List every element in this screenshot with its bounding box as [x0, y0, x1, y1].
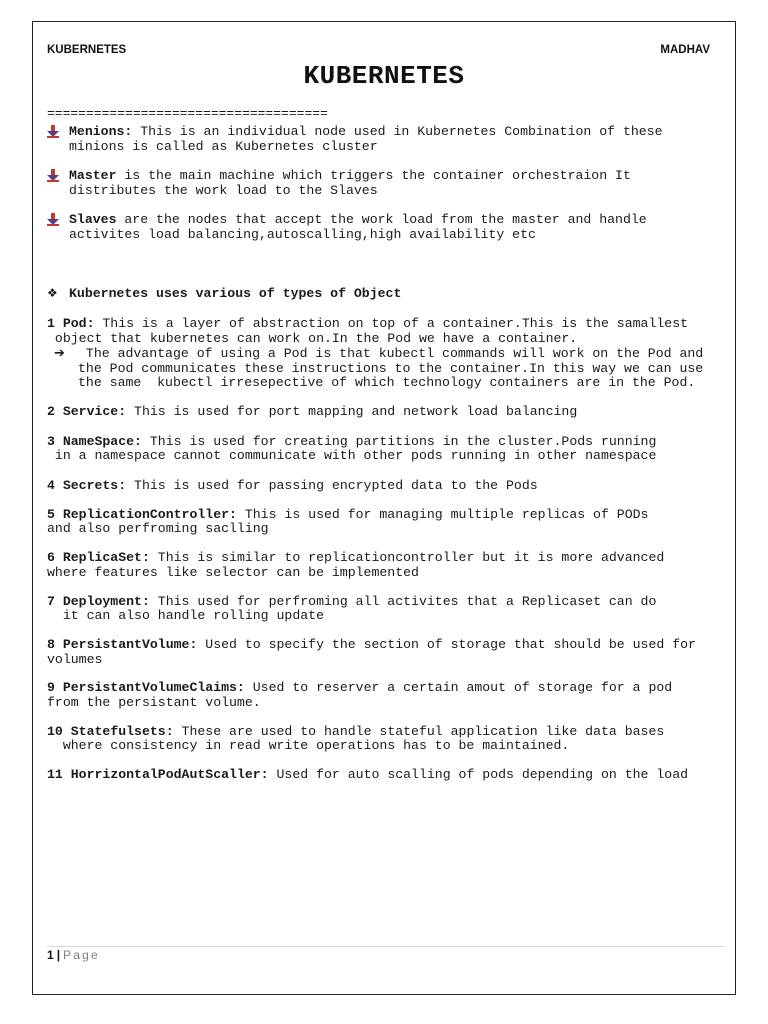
object-term: Deployment:	[62, 594, 150, 609]
bullet-slaves-line2: activites load balancing,autoscalling,high availability etc	[69, 227, 536, 242]
object-pod-arrow-line3: the same kubectl irresepective of which technology containers are in the Pod.	[78, 375, 696, 390]
object-number: 7	[47, 594, 63, 609]
bullet-text: is the main machine which triggers the container orchestraion It	[116, 168, 631, 183]
object-term: Pod:	[62, 316, 95, 331]
bullet-text: are the nodes that accept the work load from the master and handle	[116, 212, 647, 227]
object-persistant-volume-line1	[47, 637, 696, 652]
object-text: This is used for passing encrypted data to the Pods	[126, 478, 538, 493]
down-arrow-bullet-icon	[47, 213, 59, 226]
object-replication-controller-line2: and also perfroming saclling	[47, 521, 269, 536]
object-text: This is used for port mapping and network load balancing	[126, 404, 578, 419]
object-replication-controller-line1	[47, 507, 648, 522]
object-text: Used to reserver a certain amout of storage for a pod	[244, 680, 673, 695]
object-statefulsets-line2: where consistency in read write operations has to be maintained.	[47, 738, 570, 753]
page-number: 1	[47, 948, 54, 962]
object-text: These are used to handle stateful application like data bases	[173, 724, 665, 739]
object-pod-line2: object that kubernetes can work on.In the Pod we have a container.	[47, 331, 578, 346]
object-deployment-line2: it can also handle rolling update	[47, 608, 324, 623]
object-text: Used to specify the section of storage that should be used for	[197, 637, 696, 652]
bullet-menions-line2: minions is called as Kubernetes cluster	[69, 139, 378, 154]
object-number: 9	[47, 680, 63, 695]
object-hpa-line1	[47, 767, 688, 782]
object-number: 4	[47, 478, 63, 493]
footer-separator: |	[56, 948, 61, 962]
object-number: 2	[47, 404, 63, 419]
object-persistant-volume-claims-line1	[47, 680, 672, 695]
object-statefulsets-line1	[47, 724, 664, 739]
down-arrow-bullet-icon	[47, 169, 59, 182]
object-term: PersistantVolumeClaims:	[62, 680, 245, 695]
object-term: ReplicationController:	[62, 507, 237, 522]
footer-divider	[47, 946, 725, 947]
object-text: This is used for managing multiple replicas of PODs	[236, 507, 649, 522]
object-namespace-line1	[47, 434, 656, 449]
object-term: PersistantVolume:	[62, 637, 198, 652]
page-label: Page	[63, 948, 100, 962]
section-heading-text: Kubernetes uses various of types of Object	[69, 286, 402, 301]
object-text: Used for auto scalling of pods depending on the load	[268, 767, 689, 782]
object-text: This is used for creating partitions in the cluster.Pods running	[141, 434, 657, 449]
object-text: This is a layer of abstraction on top of a container.This is the samallest	[94, 316, 689, 331]
right-arrow-icon: ➔	[54, 346, 65, 361]
object-text: This is similar to replicationcontroller but it is more advanced	[149, 550, 665, 565]
object-replica-set-line2: where features like selector can be implemented	[47, 565, 419, 580]
bullet-master-line1	[69, 168, 631, 183]
bullet-text: This is an individual node used in Kubernetes Combination of these	[132, 124, 663, 139]
object-term: NameSpace:	[62, 434, 142, 449]
object-number: 6	[47, 550, 63, 565]
down-arrow-bullet-icon	[47, 125, 59, 138]
object-number: 1	[47, 316, 63, 331]
object-term: Service:	[62, 404, 127, 419]
object-term: Secrets:	[62, 478, 127, 493]
object-number: 3	[47, 434, 63, 449]
object-number: 10	[47, 724, 71, 739]
object-secrets-line1	[47, 478, 538, 493]
object-deployment-line1	[47, 594, 656, 609]
object-service-line1	[47, 404, 577, 419]
section-heading	[69, 286, 401, 301]
object-term: HorrizontalPodAutScaller:	[70, 767, 269, 782]
object-namespace-line2: in a namespace cannot communicate with other pods running in other namespace	[47, 448, 657, 463]
object-persistant-volume-claims-line2: from the persistant volume.	[47, 695, 261, 710]
bullet-term: Menions:	[69, 124, 133, 139]
header-right: MADHAV	[660, 44, 710, 56]
separator-rule: ====================================	[47, 106, 328, 121]
bullet-master-line2: distributes the work load to the Slaves	[69, 183, 378, 198]
header-left: KUBERNETES	[47, 44, 127, 56]
bullet-slaves-line1	[69, 212, 647, 227]
object-replica-set-line1	[47, 550, 664, 565]
diamond-star-icon: ❖	[47, 286, 58, 300]
page-title: KUBERNETES	[303, 61, 465, 91]
object-number: 5	[47, 507, 63, 522]
bullet-term: Master	[69, 168, 117, 183]
object-pod-arrow-line1: The advantage of using a Pod is that kubectl commands will work on the Pod and	[78, 346, 704, 361]
object-text: This used for perfroming all activites that a Replicaset can do	[149, 594, 657, 609]
object-number: 8	[47, 637, 63, 652]
page-footer	[47, 948, 100, 962]
object-persistant-volume-line2: volumes	[47, 652, 103, 667]
bullet-term: Slaves	[69, 212, 117, 227]
bullet-menions-line1	[69, 124, 663, 139]
object-pod-arrow-line2: the Pod communicates these instructions to the container.In this way we can use	[78, 361, 704, 376]
object-term: ReplicaSet:	[62, 550, 150, 565]
object-number: 11	[47, 767, 71, 782]
object-pod-line1	[47, 316, 688, 331]
object-term: Statefulsets:	[70, 724, 174, 739]
